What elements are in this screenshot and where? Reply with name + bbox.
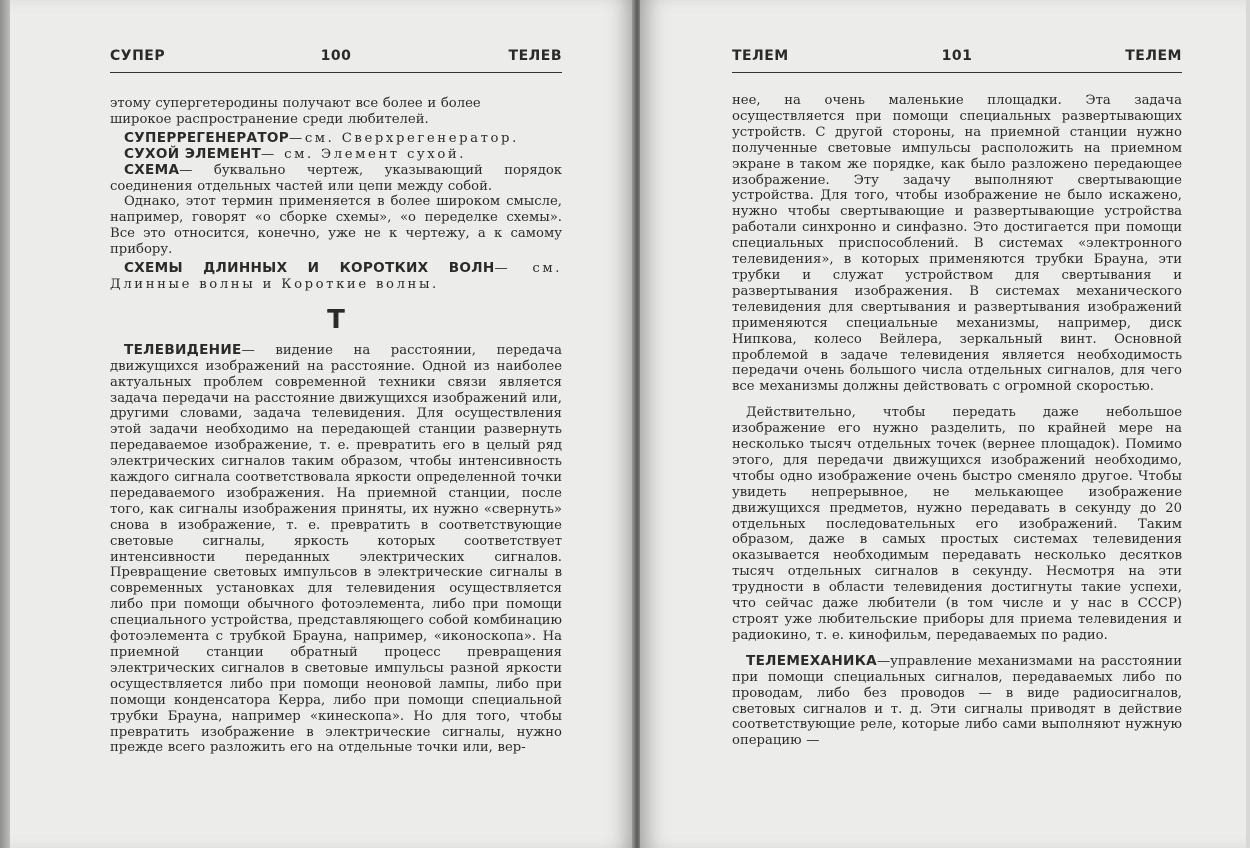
- entry-body: —управление механизмами на расстоянии при помощи специальных сигналов, передаваемых либо по проводам, либо без проводов — в виде радиосигналов, световых сигналов и т. д. Эти сигналы приводят в действие соответствующие реле, которые либо сами выполняют нужную операцию —: [732, 653, 1182, 749]
- section-letter: Т: [327, 304, 345, 335]
- entry-scheme: [110, 163, 562, 195]
- television-continuation: нее, на очень маленькие площадки. Эта задача осуществляется при помощи специальных развертывающих устройств. С другой стороны, на приемной станции нужно полученные световые импульсы расположить на приемном экране в таком же порядке, как было разложено передающее изображение. Эту задачу выполняют свертывающие устройства. Для того, чтобы изображение не было искажено, нужно чтобы свертывающие и развертывающие устройства работали синхронно и синфазно. Это достигается при помощи специальных приспособлений. В системах «электронного телевидения», в которых применяются трубки Брауна, эти трубки и служат устройством для свертывания и развертывания изображения. В системах механического телевидения для свертывания и развертывания изображений применяются специальные механизмы, например, диск Нипкова, колесо Вейлера, зеркальный винт. Основной проблемой в задаче телевидения является необходимость передачи очень большого числа отдельных сигналов, для чего все механизмы должны действовать с огромной скоростью.: [732, 93, 1182, 395]
- entry-body: —см. Сверхрегенератор.: [289, 130, 519, 146]
- entry-head: СУПЕРРЕГЕНЕРАТОР: [124, 129, 290, 146]
- right-page-number: 101: [941, 48, 973, 64]
- left-running-head: [110, 48, 562, 70]
- left-line-1: этому супергетеродины получают все более и более: [110, 96, 481, 111]
- entry-dry-element: [110, 147, 562, 163]
- left-page: [10, 0, 634, 848]
- entry-body: — буквально чертеж, указывающий порядок соединения отдельных частей или цепи между собой.: [110, 162, 562, 194]
- entry-superregenerator: [110, 131, 562, 147]
- entry-head: ТЕЛЕВИДЕНИЕ: [124, 341, 242, 358]
- right-page: [640, 0, 1246, 848]
- left-page-number: 100: [320, 48, 352, 64]
- entry-body: — см. Элемент сухой.: [261, 146, 467, 162]
- left-header-left-word: СУПЕР: [110, 48, 166, 64]
- entry-scheme-continuation: Однако, этот термин применяется в более широком смысле, например, говорят «о сборке схемы», «о переделке схемы». Все это относится, конечно, уже не к чертежу, а к самому прибору.: [110, 194, 562, 258]
- left-header-right-word: ТЕЛЕВ: [508, 48, 562, 64]
- right-page-text: [732, 93, 1182, 749]
- entry-head: СУХОЙ ЭЛЕМЕНТ: [124, 145, 262, 162]
- right-header-left-word: ТЕЛЕМ: [732, 48, 789, 64]
- entry-head: ТЕЛЕМЕХАНИКА: [746, 652, 877, 669]
- entry-body: — см. Длинные волны и Короткие волны.: [110, 261, 563, 292]
- right-header-rule: [732, 72, 1182, 73]
- entry-head: СХЕМЫ ДЛИННЫХ И КОРОТКИХ ВОЛН: [124, 260, 495, 277]
- entry-television: [110, 343, 562, 757]
- left-line-2: широкое распространение среди любителей.: [110, 111, 429, 127]
- right-header-right-word: ТЕЛЕМ: [1125, 48, 1182, 64]
- paragraph-gap: [732, 395, 1182, 405]
- left-page-text: [110, 96, 562, 756]
- entry-head: СХЕМА: [124, 161, 180, 178]
- entry-body: — видение на расстоянии, передача движущихся изображений на расстояние. Одной из наиболее актуальных проблем современной техники связи является задача передачи на расстояние движущихся изображений или, другими словами, задача телевидения. Для осуществления этой задачи необходимо на передающей станции развернуть передаваемое изображение, т. е. превратить его в целый ряд электрических сигналов таким образом, чтобы интенсивность каждого сигнала соответствовала яркости определенной точки передаваемого изображения. На приемной станции, после того, как сигналы изображения приняты, их нужно «свернуть» снова в изображение, т. е. превратить в соответствующие световые сигналы, яркость которых соответствует интенсивности переданных электрических сигналов. Превращение световых импульсов в электрические сигналы в современных установках для телевидения осуществляется либо при помощи обычного фотоэлемента, либо при помощи специального устройства, представляющего собой комбинацию фотоэлемента с трубкой Брауна, например, «иконоскопа». На приемной станции обратный процесс превращения электрических сигналов в световые импульсы разной яркости осуществляется либо при помощи неоновой лампы, либо при помощи конденсатора Керра, либо при помощи специальной трубки Брауна, например «кинескопа». Но для того, чтобы превратить изображение в электрические сигналы, нужно прежде всего разложить его на отдельные точки или, вер-: [110, 342, 562, 756]
- entry-wave-schemes: [110, 261, 562, 293]
- right-running-head: [732, 48, 1182, 70]
- left-header-rule: [110, 72, 562, 73]
- television-paragraph-2: Действительно, чтобы передать даже небольшое изображение его нужно разделить, по крайней мере на несколько тысяч отдельных точек (вернее площадок). Помимо этого, для передачи движущихся изображений необходимо, чтобы одно изображение очень быстро сменяло другое. Чтобы увидеть непрерывное, не мелькающее изображение движущихся предметов, нужно передавать в секунду до 20 отдельных последовательных его изображений. Таким образом, даже в самых простых системах телевидения оказывается необходимым передавать несколько десятков тысяч отдельных сигналов в секунду. Несмотря на эти трудности в области телевидения достигнуты такие успехи, что сейчас даже любители (в том числе и у нас в СССР) строят уже любительские приборы для приема телевидения и радиокино, т. е. кинофильм, передаваемых по радио.: [732, 405, 1182, 643]
- entry-telemechanics: [732, 654, 1182, 749]
